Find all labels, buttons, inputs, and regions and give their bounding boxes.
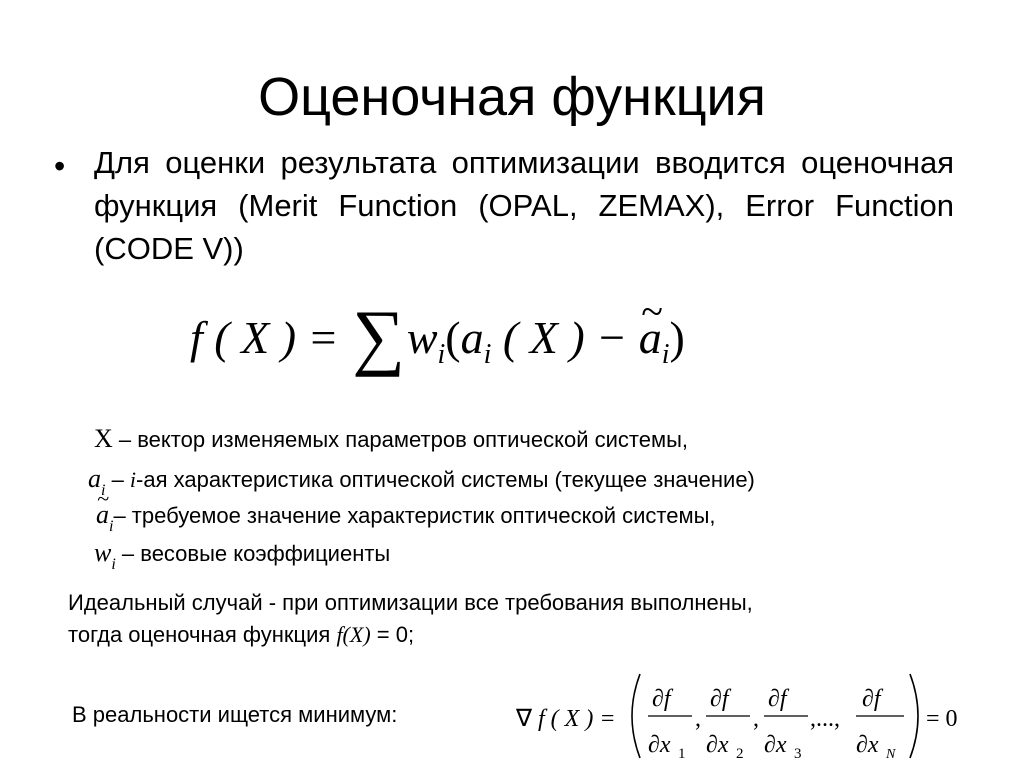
svg-text:∂f: ∂f: [710, 686, 729, 712]
formula-argument: ( X ) −: [502, 312, 628, 363]
def-symbol-ai: a: [88, 464, 101, 493]
svg-text:3: 3: [794, 746, 802, 762]
svg-text:∂x: ∂x: [856, 732, 879, 758]
weight-index: i: [437, 339, 446, 370]
target-char-symbol: ~ a: [639, 303, 662, 373]
weight-symbol: w: [406, 312, 438, 363]
def-sub-ai: i: [101, 482, 106, 499]
definition-wi: [94, 538, 390, 572]
ideal-line-2: тогда оценочная функция f(X) = 0;: [68, 622, 415, 647]
svg-text:∂f: ∂f: [768, 686, 787, 712]
def-text-wi: – весовые коэффициенты: [115, 541, 391, 566]
definition-target-ai: [96, 500, 716, 534]
svg-text:∂f: ∂f: [862, 686, 881, 712]
fraction-n: [856, 686, 904, 762]
comma-2: ,: [753, 706, 759, 732]
def-index-ai: i: [129, 467, 137, 492]
right-paren: [910, 674, 918, 758]
svg-text:∂x: ∂x: [764, 732, 787, 758]
bullet-marker: •: [54, 148, 66, 184]
formula-lhs: f ( X ) =: [190, 312, 339, 363]
gradient-lhs: f ( X ) =: [538, 706, 616, 732]
definition-ai: [88, 464, 755, 498]
def-symbol-wi: w: [94, 538, 112, 567]
def-dash-ai: –: [105, 467, 130, 492]
fraction-2: [706, 686, 750, 762]
gradient-rhs: = 0: [926, 706, 958, 732]
svg-text:∂x: ∂x: [706, 732, 729, 758]
svg-text:N: N: [886, 747, 896, 762]
def-text-x: – вектор изменяемых параметров оптической системы,: [112, 427, 689, 452]
reality-label: В реальности ищется минимум:: [72, 702, 398, 727]
def-sub-target-ai: i: [109, 518, 114, 535]
fraction-3: [764, 686, 808, 762]
svg-text:1: 1: [678, 746, 686, 762]
fraction-1: [648, 686, 692, 762]
bullet-text: Для оценки результата оптимизации вводится оценочная функция (Merit Function (OPAL, ZEMAX), Error Function (CODE V)): [94, 145, 954, 266]
char-index: i: [483, 339, 492, 370]
open-paren: (: [445, 312, 461, 363]
svg-text:∂x: ∂x: [648, 732, 671, 758]
ellipsis: ,...,: [810, 706, 840, 732]
char-symbol: a: [460, 312, 484, 363]
svg-text:∂f: ∂f: [652, 686, 671, 712]
sum-symbol: ∑: [352, 296, 405, 378]
merit-function-formula: [190, 294, 685, 380]
def-symbol-x: X: [94, 424, 113, 453]
def-sub-wi: i: [111, 556, 116, 573]
target-char-index: i: [661, 339, 670, 370]
def-text-target-ai: – требуемое значение характеристик оптической системы,: [113, 503, 716, 528]
left-paren: [632, 674, 640, 758]
gradient-formula: [512, 664, 992, 768]
ideal-case-text: [68, 587, 753, 651]
svg-text:2: 2: [736, 746, 744, 762]
nabla-symbol: ∇: [516, 706, 533, 732]
ideal-fx: f(X): [336, 622, 371, 647]
definition-x: [94, 424, 688, 455]
def-symbol-target-ai: ~ a: [96, 500, 109, 530]
comma-1: ,: [695, 706, 701, 732]
slide-title: Оценочная функция: [258, 67, 766, 127]
ideal-line-1: Идеальный случай - при оптимизации все требования выполнены,: [68, 590, 753, 615]
close-paren: ): [669, 312, 685, 363]
def-text-ai: -ая характеристика оптической системы (текущее значение): [136, 467, 755, 492]
